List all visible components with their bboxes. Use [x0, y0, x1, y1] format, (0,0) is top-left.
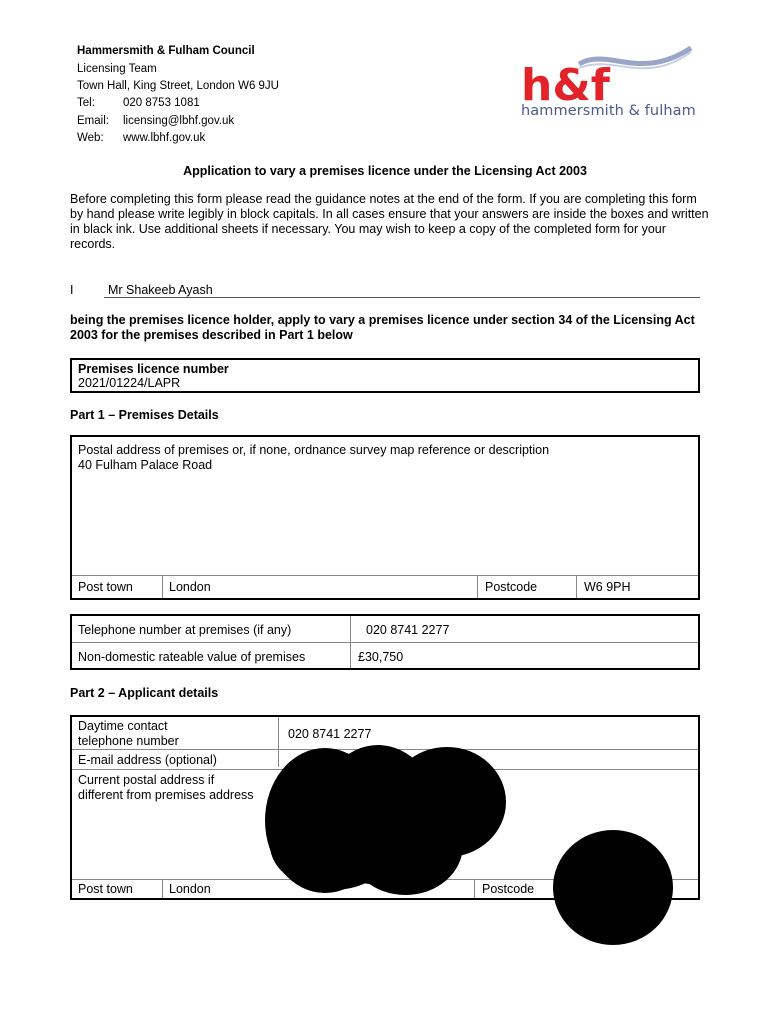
post-town-label: Post town [78, 580, 133, 594]
part1-title: Part 1 – Premises Details [70, 408, 219, 422]
premises-telephone-label: Telephone number at premises (if any) [78, 623, 292, 637]
licence-number-value: 2021/01224/LAPR [78, 376, 181, 390]
part2-title: Part 2 – Applicant details [70, 686, 219, 700]
licence-number-box[interactable] [70, 358, 700, 393]
team-name: Licensing Team [77, 63, 157, 75]
tel-value: 020 8753 1081 [123, 97, 200, 109]
applicant-post-town-label: Post town [78, 882, 133, 896]
divider [278, 717, 279, 767]
premises-phone-rateable-box [70, 614, 700, 670]
post-town-value: London [169, 580, 211, 594]
applicant-postcode-label: Postcode [482, 882, 535, 896]
daytime-phone-label-1: Daytime contact [78, 719, 168, 733]
licence-number-label: Premises licence number [78, 362, 229, 376]
rateable-value-label: Non-domestic rateable value of premises [78, 650, 306, 664]
applicant-post-town-value[interactable]: London [169, 882, 211, 896]
rateable-value[interactable]: £30,750 [358, 650, 404, 664]
divider [474, 879, 475, 898]
premises-address-label: Postal address of premises or, if none, ordnance survey map reference or description [78, 443, 550, 457]
daytime-phone-value[interactable]: 020 8741 2277 [288, 727, 372, 741]
post-town-row-divider [72, 575, 698, 576]
postcode-label: Postcode [485, 580, 538, 594]
postal-address-label-2: different from premises address [78, 788, 254, 802]
redaction-mark [553, 830, 673, 945]
divider [350, 616, 351, 668]
divider [576, 575, 577, 598]
form-title: Application to vary a premises licence under the Licensing Act 2003 [183, 164, 587, 178]
daytime-phone-label-2: telephone number [78, 734, 179, 748]
council-name: Hammersmith & Fulham Council [77, 45, 255, 57]
divider [72, 642, 698, 643]
email-label: Email: [77, 115, 109, 127]
redaction-mark [348, 795, 463, 895]
divider [162, 575, 163, 598]
tel-label: Tel: [77, 97, 95, 109]
applicant-prefix: I [70, 283, 74, 297]
applicant-underline [104, 297, 700, 298]
applicant-email-label: E-mail address (optional) [78, 753, 217, 767]
applicant-name[interactable]: Mr Shakeeb Ayash [108, 283, 213, 297]
divider [477, 575, 478, 598]
postcode-value: W6 9PH [584, 580, 631, 594]
intro-paragraph: Before completing this form please read the guidance notes at the end of the form. If you are completing this form by hand please write legibly in block capitals. In all cases ensure that your answers are inside the boxes and written in black ink. Use additional sheets if necessary. You may wish to keep a copy of the completed form for your records. [70, 192, 709, 251]
email-value: licensing@lbhf.gov.uk [123, 115, 235, 127]
premises-telephone-value[interactable]: 020 8741 2277 [366, 623, 450, 637]
web-value: www.lbhf.gov.uk [123, 132, 206, 144]
postal-address-label-1: Current postal address if [78, 773, 215, 787]
premises-address-box[interactable] [70, 435, 700, 600]
logo-text: hammersmith & fulham [521, 103, 696, 119]
web-label: Web: [77, 132, 104, 144]
declaration: being the premises licence holder, apply to vary a premises licence under section 34 of the Licensing Act 2003 for the premises described in Part 1 below [70, 313, 695, 342]
logo-mark: h&f [521, 60, 610, 111]
divider [162, 879, 163, 898]
council-address: Town Hall, King Street, London W6 9JU [77, 80, 279, 92]
premises-address-value: 40 Fulham Palace Road [78, 458, 213, 472]
